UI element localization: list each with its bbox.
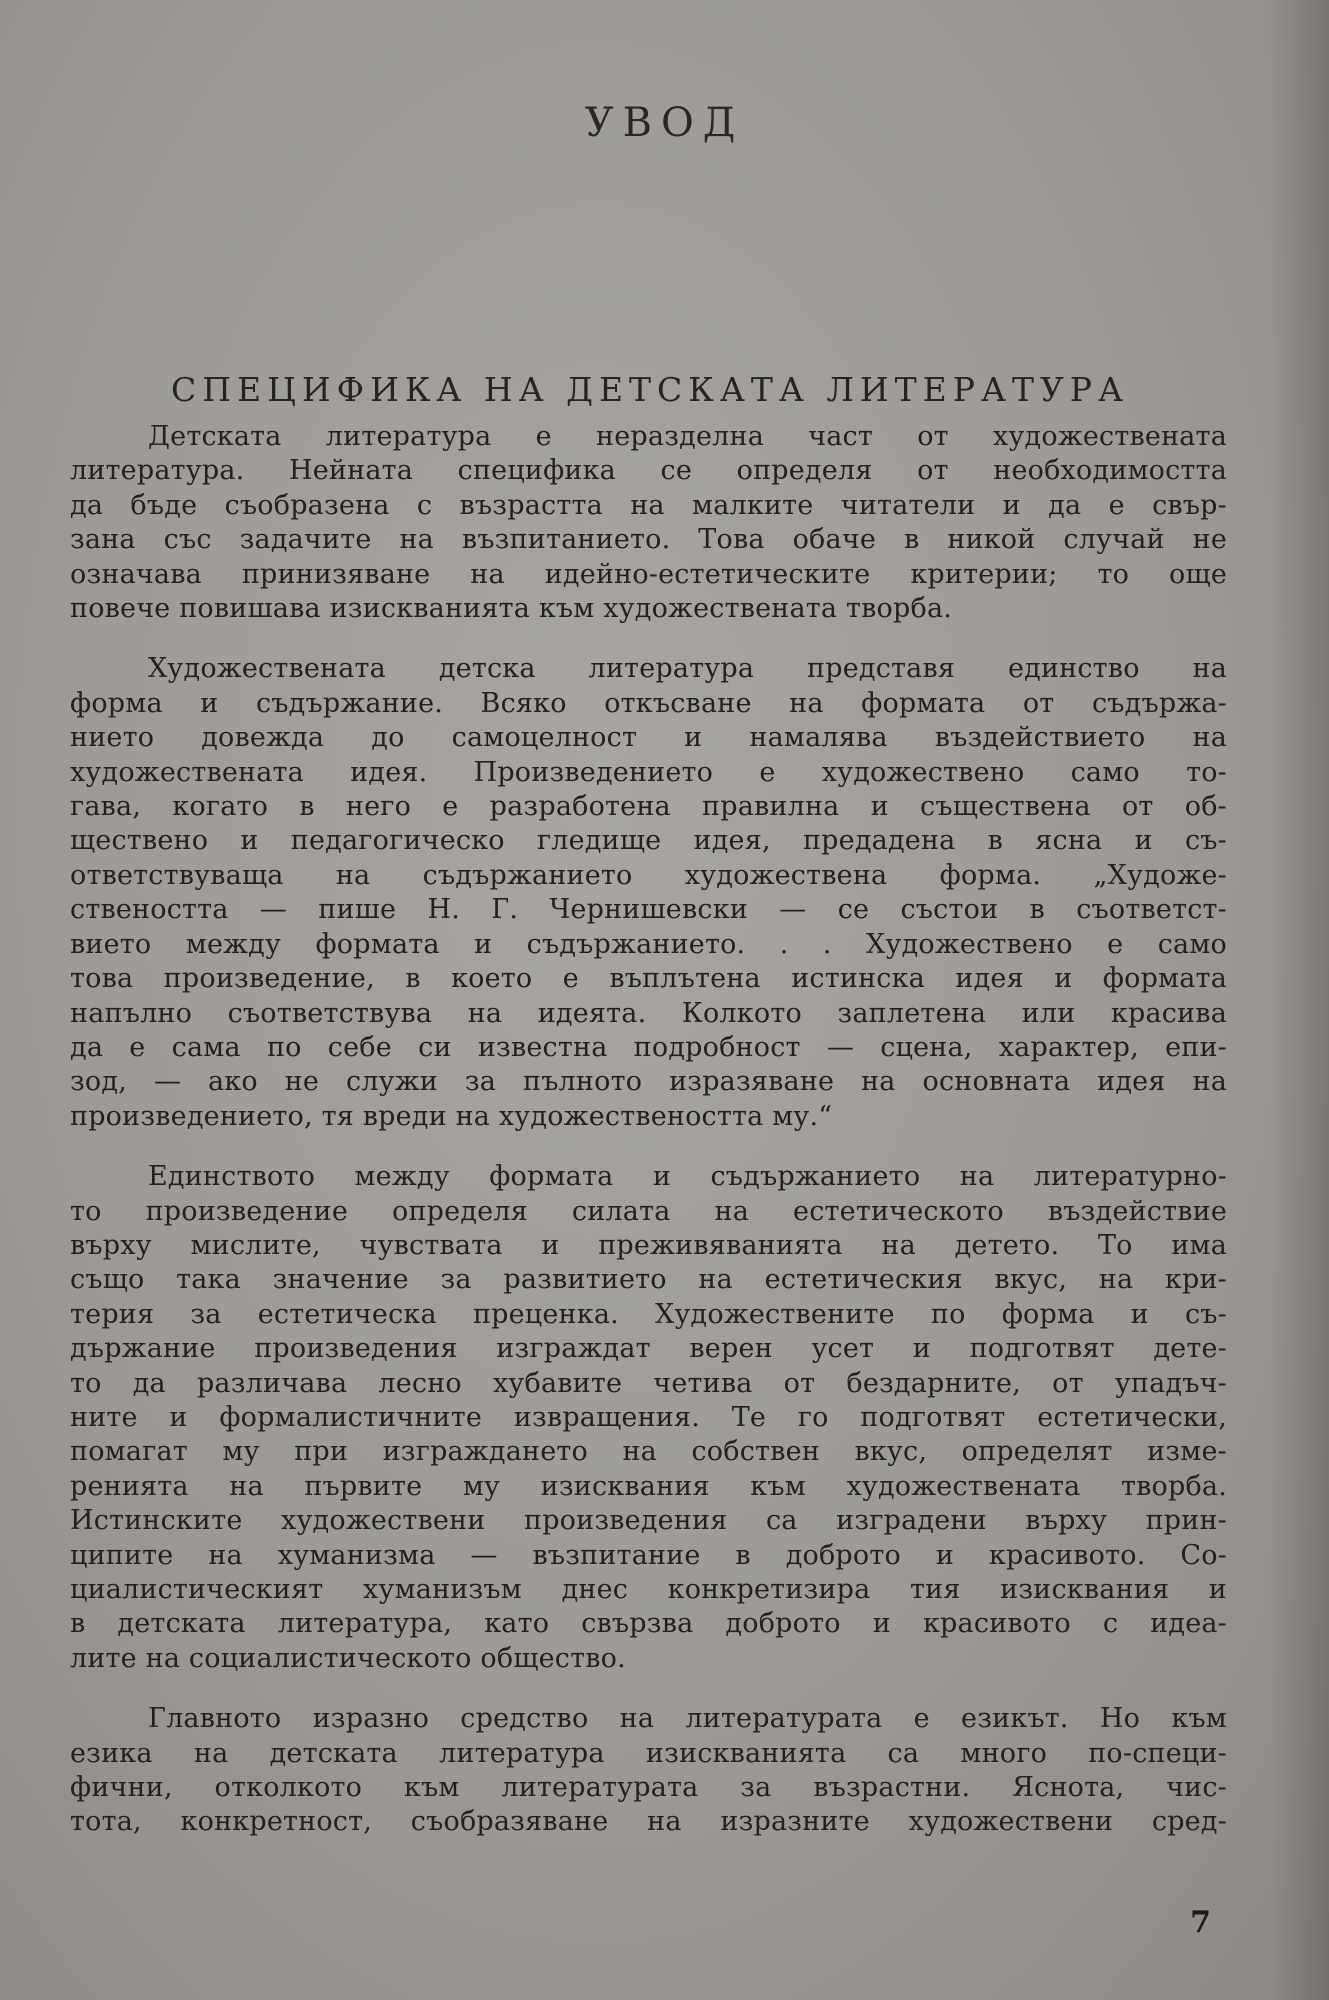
text-line: да бъде съобразена с възрастта на малките читатели и да е свър-	[70, 489, 1227, 521]
paragraph-1	[70, 420, 1227, 626]
paragraph-2	[70, 652, 1227, 1134]
text-line: ствеността — пише Н. Г. Чернишевски — се състои в съответст-	[70, 894, 1227, 926]
text-line: зод, — ако не служи за пълното изразяване на основната идея на	[70, 1066, 1227, 1098]
page-edge-shadow	[1269, 0, 1329, 2000]
text-line: гава, когато в него е разработена правилна и съществена от об-	[70, 791, 1227, 823]
text-line: върху мислите, чувствата и преживяванията на детето. То има	[70, 1229, 1227, 1261]
text-line: ществено и педагогическо гледище идея, предадена в ясна и съ-	[70, 825, 1227, 857]
text-line: езика на детската литература изискванията са много по-специ-	[70, 1737, 1227, 1769]
text-line: вието между формата и съдържанието. . . Художествено е само	[70, 928, 1227, 960]
text-line: означава принизяване на идейно-естетическите критерии; то още	[70, 558, 1227, 590]
text-line: зана със задачите на възпитанието. Това обаче в никой случай не	[70, 524, 1227, 556]
text-line: то произведение определя силата на естетическото въздействие	[70, 1195, 1227, 1227]
text-line: ренията на първите му изисквания към художествената творба.	[70, 1470, 1227, 1502]
text-line: повече повишава изискванията към художествената творба.	[70, 593, 953, 625]
text-line: лите на социалистическото общество.	[70, 1642, 626, 1674]
text-line: нието довежда до самоцелност и намалява въздействието на	[70, 722, 1227, 754]
paragraph-4	[70, 1702, 1227, 1840]
text-line: терия за естетическа преценка. Художествените по форма и съ-	[70, 1298, 1227, 1330]
text-line: фични, отколкото към литературата за възрастни. Яснота, чис-	[70, 1772, 1227, 1804]
text-line: това произведение, в което е въплътена истинска идея и формата	[70, 963, 1227, 995]
text-line: държание произведения изграждат верен усет и подготвят дете-	[70, 1333, 1227, 1365]
text-line: то да различава лесно хубавите четива от бездарните, от упадъч-	[70, 1367, 1227, 1399]
text-line: Детската литература е неразделна част от художествената	[148, 421, 1227, 452]
text-line: в детската литература, като свързва доброто и красивото с идеа-	[70, 1608, 1227, 1640]
body-text	[70, 420, 1227, 1866]
text-line: Художествената детска литература представя единство на	[148, 653, 1227, 685]
text-line: помагат му при изграждането на собствен вкус, определят изме-	[70, 1436, 1227, 1468]
text-line: тота, конкретност, съобразяване на изразните художествени сред-	[70, 1806, 1227, 1838]
text-line: ответствуваща на съдържанието художествена форма. „Художе-	[70, 859, 1227, 891]
chapter-title: УВОД	[584, 100, 745, 146]
text-line: произведението, тя вреди на художествеността му.“	[70, 1100, 833, 1132]
text-line: художествената идея. Произведението е художествено само то-	[70, 756, 1227, 788]
text-line: ципите на хуманизма — възпитание в доброто и красивото. Со-	[70, 1539, 1227, 1571]
text-line: Главното изразно средство на литературата е езикът. Но към	[148, 1703, 1227, 1735]
text-line: Истинските художествени произведения са изградени върху прин-	[70, 1505, 1227, 1537]
text-line: литература. Нейната специфика се определя от необходимостта	[70, 455, 1227, 487]
paragraph-3	[70, 1160, 1227, 1676]
text-line: да е сама по себе си известна подробност — сцена, характер, епи-	[70, 1031, 1227, 1063]
text-line: ните и формалистичните извращения. Те го подготвят естетически,	[70, 1401, 1227, 1433]
text-line: също така значение за развитието на естетическия вкус, на кри-	[70, 1264, 1227, 1296]
page-number: 7	[1190, 1905, 1211, 1940]
text-line: напълно съответствува на идеята. Колкото заплетена или красива	[70, 997, 1227, 1029]
text-line: циалистическият хуманизъм днес конкретизира тия изисквания и	[70, 1574, 1227, 1605]
section-title: СПЕЦИФИКА НА ДЕТСКАТА ЛИТЕРАТУРА	[171, 370, 1129, 409]
text-line: Единството между формата и съдържанието на литературно-	[148, 1161, 1227, 1193]
text-line: форма и съдържание. Всяко откъсване на формата от съдържа-	[70, 687, 1227, 719]
